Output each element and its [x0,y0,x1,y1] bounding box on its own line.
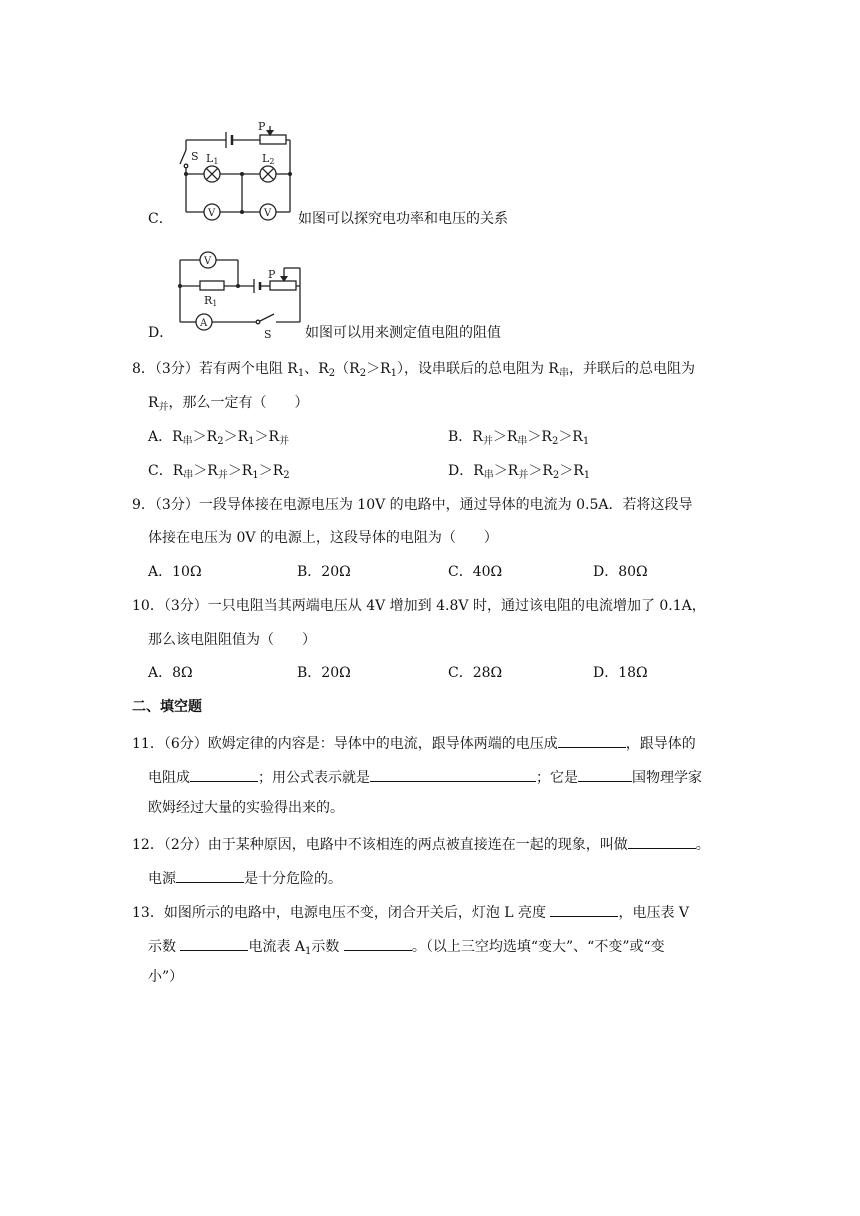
q10-option-b[interactable]: B．20Ω [297,665,351,681]
q8-option-a[interactable]: A．$R_串>R_2>R_1>R_并$ [148,429,290,447]
blank[interactable] [180,934,248,951]
voltmeter2-label: V [264,208,272,219]
switch-label: S [191,150,199,163]
circuit-diagram-c [172,118,302,222]
slider-label: P [258,120,266,133]
option-d-label: D． [148,325,174,341]
q12-line-1: 12．（2分）由于某种原因，电路中不该相连的两点被直接连在一起的现象，叫做 。 [132,832,710,855]
q8-option-d[interactable]: D．$R_串>R_并>R_2>R_1$ [448,463,591,481]
q13-line-2: 示数 电流表 $A_1$示数 。（以上三空均选填“变大”、“不变”或“变 [148,934,665,957]
lamp1-label: L1 [206,152,219,166]
q9-option-b[interactable]: B．20Ω [297,564,351,580]
blank[interactable] [344,934,412,951]
q10-option-d[interactable]: D．18Ω [593,665,648,681]
blank[interactable] [550,900,618,917]
q11-line-2: 电阻成 ；用公式表示就是 ；它是 国物理学家 [148,765,702,788]
q10-option-a[interactable]: A．8Ω [148,665,193,681]
blank[interactable] [558,731,626,748]
option-c-label: C． [148,211,173,227]
q10-option-c[interactable]: C．28Ω [448,665,503,681]
q10-line-1: 10．（3分）一只电阻当其两端电压从 4V 增加到 4.8V 时，通过该电阻的电流增加了 0.1A， [132,598,706,614]
q9-line-2: 体接在电压为 0V 的电源上，这段导体的电阻为（ ） [148,530,498,546]
circuit-diagram-d [172,246,308,342]
q13-line-1: 13．如图所示的电路中，电源电压不变，闭合开关后，灯泡 L 亮度 ，电压表 V [132,900,689,923]
voltmeter-label: V [204,256,212,267]
blank[interactable] [578,765,632,782]
q9-option-c[interactable]: C．40Ω [448,564,503,580]
voltmeter1-label: V [208,208,216,219]
q12-line-2: 电源 是十分危险的。 [148,866,342,889]
q9-option-a[interactable]: A．10Ω [148,564,202,580]
q8-line-1: 8．（3分）若有两个电阻 $R_1$、$R_2(R_2>R_1)$，设串联后的总电阻为 $R_串$，并联后的总电阻为 [132,361,695,379]
q10-line-2: 那么该电阻阻值为（ ） [148,632,316,648]
switch-label: S [264,328,272,341]
blank[interactable] [190,765,258,782]
q13-line-3: 小”） [148,969,184,985]
option-c-text: 如图可以探究电功率和电压的关系 [298,211,508,227]
blank[interactable] [370,765,536,782]
resistor-label: R1 [204,294,218,308]
q11-line-1: 11．（6分）欧姆定律的内容是：导体中的电流，跟导体两端的电压成 ，跟导体的 [132,731,696,754]
q11-line-3: 欧姆经过大量的实验得出来的。 [148,800,344,816]
option-d-text: 如图可以用来测定值电阻的阻值 [305,325,501,341]
ammeter-label: A [200,318,208,329]
q9-line-1: 9．（3分）一段导体接在电源电压为 10V 的电路中，通过导体的电流为 0.5A．若将这段导 [132,497,693,513]
slider-label: P [268,268,276,281]
blank[interactable] [628,832,696,849]
q8-line-2: $R_并$，那么一定有（ ） [148,395,309,413]
q8-option-b[interactable]: B．$R_并>R_串>R_2>R_1$ [448,429,590,447]
section-heading: 二、填空题 [132,699,202,715]
q9-option-d[interactable]: D．80Ω [593,564,648,580]
blank[interactable] [176,866,244,883]
q8-option-c[interactable]: C．$R_串>R_并>R_1>R_2$ [148,463,290,481]
lamp2-label: L2 [262,152,275,166]
